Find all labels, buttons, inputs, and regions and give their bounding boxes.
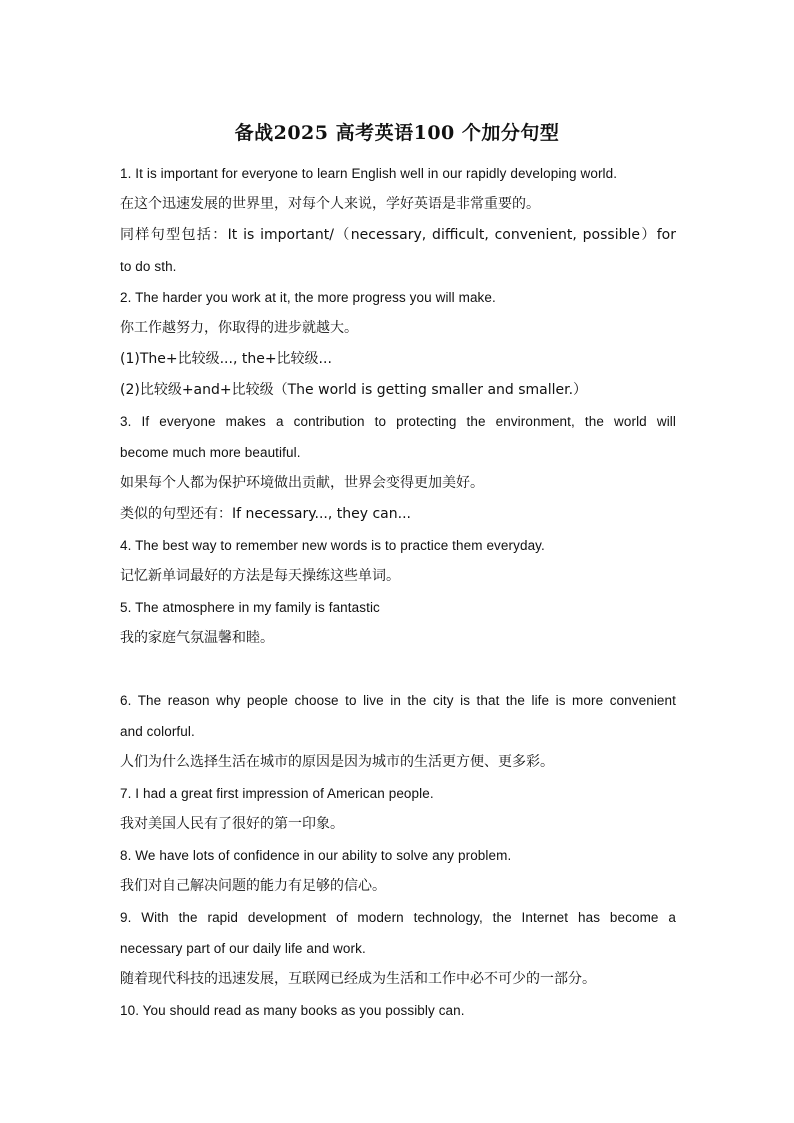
sentence-9-chinese: 随着现代科技的迅速发展，互联网已经成为生活和工作中必不可少的一部分。 [120,971,596,987]
sentence-5-english: 5. The atmosphere in my family is fantastic [120,600,380,615]
sentence-8-english: 8. We have lots of confidence in our ability to solve any problem. [120,848,512,863]
sentence-1-pattern-cont: to do sth. [120,259,177,274]
page-title: 备战2025 高考英语100 个加分句型 [234,122,560,144]
sentence-7-english: 7. I had a great first impression of American people. [120,786,434,801]
sentence-1-pattern: 同样句型包括：It is important/（necessary, difficult, convenient, possible）for [120,227,676,243]
sentence-1-chinese: 在这个迅速发展的世界里，对每个人来说，学好英语是非常重要的。 [120,196,540,212]
sentence-3-pattern: 类似的句型还有：If necessary..., they can... [120,506,411,522]
sentence-9-english-cont: necessary part of our daily life and work. [120,941,366,956]
sentence-1-english: 1. It is important for everyone to learn English well in our rapidly developing world. [120,166,618,181]
sentence-3-english: 3. If everyone makes a contribution to protecting the environment, the world will [120,414,676,429]
sentence-2-pattern-1: (1)The+比较级..., the+比较级... [120,351,332,367]
sentence-2-pattern-2: (2)比较级+and+比较级（The world is getting smaller and smaller.） [120,382,588,398]
sentence-3-chinese: 如果每个人都为保护环境做出贡献，世界会变得更加美好。 [120,475,484,491]
sentence-4-english: 4. The best way to remember new words is to practice them everyday. [120,538,545,553]
sentence-2-chinese: 你工作越努力，你取得的进步就越大。 [120,320,358,336]
sentence-9-english: 9. With the rapid development of modern technology, the Internet has become a [120,910,676,925]
sentence-6-english-cont: and colorful. [120,724,195,739]
sentence-6-chinese: 人们为什么选择生活在城市的原因是因为城市的生活更方便、更多彩。 [120,754,554,770]
sentence-5-chinese: 我的家庭气氛温馨和睦。 [120,630,274,646]
document-body [120,158,676,1026]
sentence-4-chinese: 记忆新单词最好的方法是每天操练这些单词。 [120,568,400,584]
sentence-7-chinese: 我对美国人民有了很好的第一印象。 [120,816,344,832]
sentence-10-english: 10. You should read as many books as you possibly can. [120,1003,465,1018]
sentence-8-chinese: 我们对自己解决问题的能力有足够的信心。 [120,878,386,894]
sentence-6-english: 6. The reason why people choose to live in the city is that the life is more convenient [120,693,676,708]
blank-line [120,654,676,685]
sentence-2-english: 2. The harder you work at it, the more progress you will make. [120,290,496,305]
sentence-3-english-cont: become much more beautiful. [120,445,301,460]
